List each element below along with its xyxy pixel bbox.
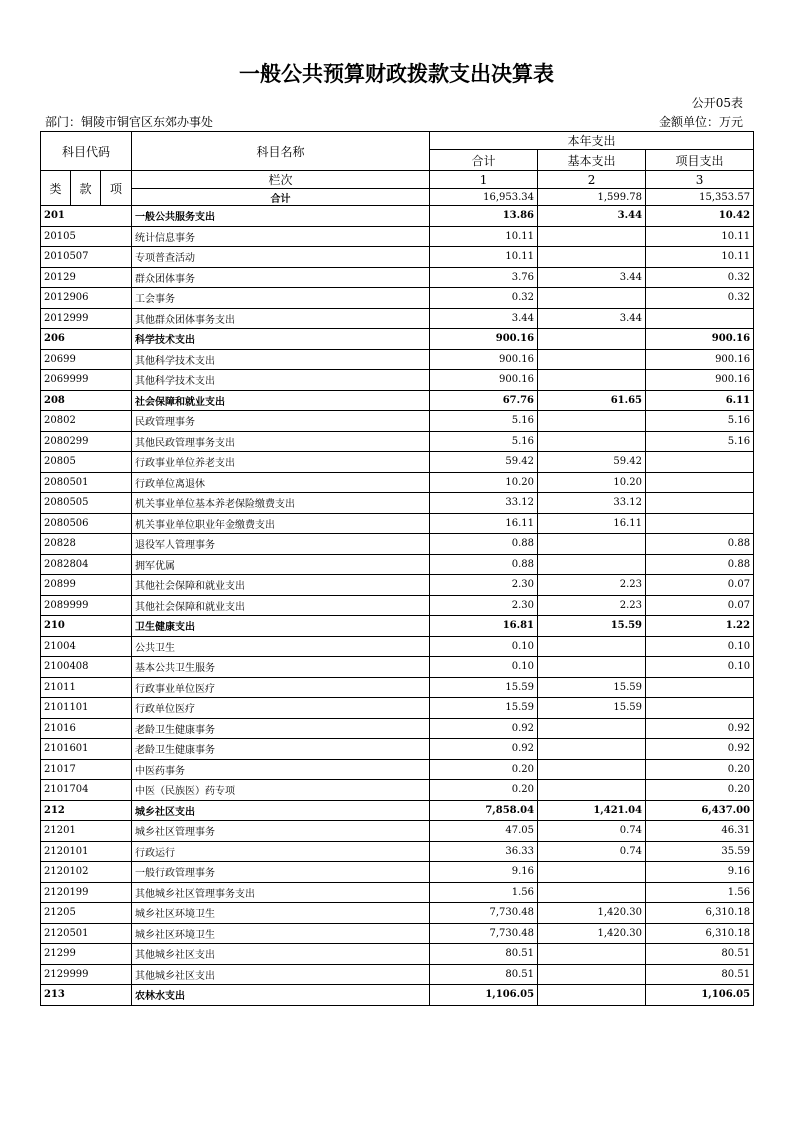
row-project: 0.32 (646, 288, 754, 309)
table-row (41, 206, 754, 227)
row-name: 专项普查活动 (132, 247, 430, 268)
row-project (646, 698, 754, 719)
row-name: 卫生健康支出 (132, 616, 430, 637)
row-total: 47.05 (430, 821, 538, 842)
row-total: 1.56 (430, 882, 538, 903)
table-row (41, 677, 754, 698)
row-project: 10.11 (646, 247, 754, 268)
row-code: 210 (41, 616, 132, 637)
row-name: 其他社会保障和就业支出 (132, 575, 430, 596)
form-number: 公开05表 (691, 96, 743, 110)
table-row (41, 841, 754, 862)
row-total: 0.10 (430, 657, 538, 678)
row-code: 21299 (41, 944, 132, 965)
row-total: 3.44 (430, 308, 538, 329)
page-title: 一般公共预算财政拨款支出决算表 (239, 62, 554, 86)
row-total: 80.51 (430, 964, 538, 985)
row-code: 2010507 (41, 247, 132, 268)
row-name: 其他城乡社区支出 (132, 964, 430, 985)
row-total: 1,106.05 (430, 985, 538, 1006)
row-total: 16.81 (430, 616, 538, 637)
row-name: 机关事业单位基本养老保险缴费支出 (132, 493, 430, 514)
row-basic: 15.59 (538, 616, 646, 637)
header-col3: 3 (646, 171, 754, 189)
department-label: 部门：铜陵市铜官区东郊办事处 (45, 115, 214, 129)
row-project: 80.51 (646, 944, 754, 965)
row-total: 33.12 (430, 493, 538, 514)
table-row (41, 821, 754, 842)
row-basic (538, 226, 646, 247)
row-name: 拥军优属 (132, 554, 430, 575)
table-row (41, 247, 754, 268)
row-project: 6.11 (646, 390, 754, 411)
row-basic: 15.59 (538, 677, 646, 698)
row-total: 7,730.48 (430, 923, 538, 944)
row-code: 20805 (41, 452, 132, 473)
row-project: 80.51 (646, 964, 754, 985)
row-project: 900.16 (646, 329, 754, 350)
row-name: 其他群众团体事务支出 (132, 308, 430, 329)
table-row (41, 370, 754, 391)
table-row (41, 985, 754, 1006)
row-name: 行政事业单位养老支出 (132, 452, 430, 473)
row-name: 群众团体事务 (132, 267, 430, 288)
table-row (41, 513, 754, 534)
row-code: 2080501 (41, 472, 132, 493)
total-sum: 16,953.34 (430, 189, 538, 206)
row-project: 6,310.18 (646, 903, 754, 924)
table-row (41, 698, 754, 719)
row-basic (538, 247, 646, 268)
row-basic (538, 944, 646, 965)
row-basic (538, 964, 646, 985)
row-project: 35.59 (646, 841, 754, 862)
row-name: 机关事业单位职业年金缴费支出 (132, 513, 430, 534)
row-project (646, 677, 754, 698)
row-name: 其他民政管理事务支出 (132, 431, 430, 452)
row-name: 老龄卫生健康事务 (132, 718, 430, 739)
row-project: 46.31 (646, 821, 754, 842)
row-basic (538, 636, 646, 657)
row-name: 其他城乡社区管理事务支出 (132, 882, 430, 903)
row-total: 59.42 (430, 452, 538, 473)
row-total: 0.20 (430, 780, 538, 801)
row-name: 社会保障和就业支出 (132, 390, 430, 411)
row-total: 10.11 (430, 226, 538, 247)
row-basic (538, 370, 646, 391)
row-code: 21201 (41, 821, 132, 842)
row-basic: 61.65 (538, 390, 646, 411)
table-row (41, 308, 754, 329)
header-basic: 基本支出 (538, 150, 646, 171)
table-row (41, 636, 754, 657)
row-code: 20699 (41, 349, 132, 370)
row-basic (538, 554, 646, 575)
table-row (41, 903, 754, 924)
row-basic: 16.11 (538, 513, 646, 534)
row-name: 城乡社区支出 (132, 800, 430, 821)
row-name: 其他社会保障和就业支出 (132, 595, 430, 616)
table-row (41, 349, 754, 370)
row-basic (538, 534, 646, 555)
row-code: 2101101 (41, 698, 132, 719)
row-total: 0.20 (430, 759, 538, 780)
row-name: 城乡社区环境卫生 (132, 903, 430, 924)
table-row (41, 267, 754, 288)
row-code: 2069999 (41, 370, 132, 391)
row-basic: 15.59 (538, 698, 646, 719)
row-name: 行政事业单位医疗 (132, 677, 430, 698)
row-basic: 10.20 (538, 472, 646, 493)
row-code: 21017 (41, 759, 132, 780)
row-basic (538, 739, 646, 760)
row-project (646, 308, 754, 329)
table-row (41, 739, 754, 760)
row-code: 21011 (41, 677, 132, 698)
row-basic (538, 657, 646, 678)
row-code: 2120101 (41, 841, 132, 862)
header-project: 项目支出 (646, 150, 754, 171)
row-name: 其他科学技术支出 (132, 349, 430, 370)
row-basic (538, 431, 646, 452)
row-total: 0.10 (430, 636, 538, 657)
row-project: 0.92 (646, 739, 754, 760)
row-total: 9.16 (430, 862, 538, 883)
header-current-year: 本年支出 (430, 132, 754, 150)
row-code: 201 (41, 206, 132, 227)
row-project (646, 472, 754, 493)
row-code: 2101704 (41, 780, 132, 801)
row-name: 农林水支出 (132, 985, 430, 1006)
table-row (41, 800, 754, 821)
row-total: 15.59 (430, 698, 538, 719)
row-project: 10.11 (646, 226, 754, 247)
row-total: 2.30 (430, 575, 538, 596)
row-project: 1.22 (646, 616, 754, 637)
row-project: 0.88 (646, 534, 754, 555)
header-xiang: 项 (101, 171, 132, 206)
row-project: 5.16 (646, 411, 754, 432)
total-label: 合计 (132, 189, 430, 206)
row-basic (538, 411, 646, 432)
row-name: 统计信息事务 (132, 226, 430, 247)
table-row (41, 595, 754, 616)
header-kuan: 款 (71, 171, 101, 206)
table-row (41, 718, 754, 739)
row-total: 900.16 (430, 329, 538, 350)
row-project: 0.07 (646, 595, 754, 616)
row-project: 0.10 (646, 636, 754, 657)
row-name: 城乡社区管理事务 (132, 821, 430, 842)
row-basic: 1,420.30 (538, 923, 646, 944)
row-code: 2012906 (41, 288, 132, 309)
table-row (41, 964, 754, 985)
row-code: 2101601 (41, 739, 132, 760)
row-name: 一般公共服务支出 (132, 206, 430, 227)
table-row (41, 944, 754, 965)
row-total: 10.11 (430, 247, 538, 268)
table-row (41, 411, 754, 432)
row-basic (538, 882, 646, 903)
row-code: 2080505 (41, 493, 132, 514)
row-project: 0.32 (646, 267, 754, 288)
row-basic (538, 288, 646, 309)
row-code: 2129999 (41, 964, 132, 985)
row-basic: 59.42 (538, 452, 646, 473)
row-basic (538, 759, 646, 780)
row-total: 0.32 (430, 288, 538, 309)
row-total: 0.92 (430, 718, 538, 739)
table-row (41, 616, 754, 637)
row-basic: 3.44 (538, 267, 646, 288)
table-row (41, 575, 754, 596)
row-basic: 1,421.04 (538, 800, 646, 821)
table-row (41, 329, 754, 350)
row-total: 10.20 (430, 472, 538, 493)
row-basic: 1,420.30 (538, 903, 646, 924)
row-name: 公共卫生 (132, 636, 430, 657)
row-project: 0.20 (646, 759, 754, 780)
row-code: 2120102 (41, 862, 132, 883)
row-code: 213 (41, 985, 132, 1006)
row-total: 15.59 (430, 677, 538, 698)
row-basic: 0.74 (538, 841, 646, 862)
table-row (41, 472, 754, 493)
row-project: 0.88 (646, 554, 754, 575)
row-code: 2120501 (41, 923, 132, 944)
row-code: 20828 (41, 534, 132, 555)
row-basic: 2.23 (538, 575, 646, 596)
row-total: 0.88 (430, 554, 538, 575)
row-code: 212 (41, 800, 132, 821)
row-name: 一般行政管理事务 (132, 862, 430, 883)
header-name: 科目名称 (132, 132, 430, 171)
table-row (41, 780, 754, 801)
row-project: 0.07 (646, 575, 754, 596)
row-total: 36.33 (430, 841, 538, 862)
header-total: 合计 (430, 150, 538, 171)
row-project: 1.56 (646, 882, 754, 903)
row-project: 10.42 (646, 206, 754, 227)
row-total: 2.30 (430, 595, 538, 616)
row-total: 67.76 (430, 390, 538, 411)
row-code: 2080506 (41, 513, 132, 534)
row-project: 1,106.05 (646, 985, 754, 1006)
row-name: 行政单位医疗 (132, 698, 430, 719)
row-name: 其他城乡社区支出 (132, 944, 430, 965)
table-row (41, 759, 754, 780)
header-col2: 2 (538, 171, 646, 189)
row-code: 2089999 (41, 595, 132, 616)
row-basic (538, 780, 646, 801)
row-code: 208 (41, 390, 132, 411)
row-code: 21016 (41, 718, 132, 739)
row-name: 退役军人管理事务 (132, 534, 430, 555)
row-total: 80.51 (430, 944, 538, 965)
row-name: 其他科学技术支出 (132, 370, 430, 391)
row-code: 206 (41, 329, 132, 350)
row-name: 老龄卫生健康事务 (132, 739, 430, 760)
row-total: 5.16 (430, 431, 538, 452)
row-total: 16.11 (430, 513, 538, 534)
expenditure-table (40, 131, 754, 1006)
row-name: 行政运行 (132, 841, 430, 862)
row-code: 2120199 (41, 882, 132, 903)
row-name: 基本公共卫生服务 (132, 657, 430, 678)
row-project (646, 452, 754, 473)
table-row (41, 657, 754, 678)
row-name: 工会事务 (132, 288, 430, 309)
row-code: 20802 (41, 411, 132, 432)
table-row (41, 923, 754, 944)
table-row (41, 554, 754, 575)
table-row (41, 288, 754, 309)
row-project: 6,310.18 (646, 923, 754, 944)
row-name: 城乡社区环境卫生 (132, 923, 430, 944)
row-code: 20129 (41, 267, 132, 288)
row-name: 民政管理事务 (132, 411, 430, 432)
unit-label: 金额单位：万元 (658, 115, 743, 129)
row-name: 行政单位离退休 (132, 472, 430, 493)
row-project: 0.10 (646, 657, 754, 678)
row-project: 0.92 (646, 718, 754, 739)
row-project: 6,437.00 (646, 800, 754, 821)
row-project: 9.16 (646, 862, 754, 883)
row-project: 900.16 (646, 370, 754, 391)
table-row (41, 493, 754, 514)
header-column-label: 栏次 (132, 171, 430, 189)
row-code: 2100408 (41, 657, 132, 678)
header-lei: 类 (41, 171, 71, 206)
table-row (41, 862, 754, 883)
table-row (41, 390, 754, 411)
row-total: 900.16 (430, 370, 538, 391)
row-name: 中医药事务 (132, 759, 430, 780)
row-total: 0.88 (430, 534, 538, 555)
row-code: 21205 (41, 903, 132, 924)
header-col1: 1 (430, 171, 538, 189)
row-total: 7,858.04 (430, 800, 538, 821)
row-basic (538, 862, 646, 883)
row-total: 5.16 (430, 411, 538, 432)
row-project: 0.20 (646, 780, 754, 801)
total-project: 15,353.57 (646, 189, 754, 206)
row-total: 3.76 (430, 267, 538, 288)
row-code: 20105 (41, 226, 132, 247)
row-basic (538, 349, 646, 370)
row-project: 5.16 (646, 431, 754, 452)
row-basic: 3.44 (538, 206, 646, 227)
row-project (646, 513, 754, 534)
total-basic: 1,599.78 (538, 189, 646, 206)
row-basic (538, 718, 646, 739)
table-row (41, 226, 754, 247)
row-name: 科学技术支出 (132, 329, 430, 350)
row-code: 2082804 (41, 554, 132, 575)
row-total: 0.92 (430, 739, 538, 760)
row-basic (538, 329, 646, 350)
row-name: 中医（民族医）药专项 (132, 780, 430, 801)
row-code: 2012999 (41, 308, 132, 329)
header-code: 科目代码 (41, 132, 132, 171)
table-row (41, 534, 754, 555)
row-code: 2080299 (41, 431, 132, 452)
table-row (41, 452, 754, 473)
row-basic: 33.12 (538, 493, 646, 514)
row-project: 900.16 (646, 349, 754, 370)
row-basic: 3.44 (538, 308, 646, 329)
table-row (41, 882, 754, 903)
row-basic: 2.23 (538, 595, 646, 616)
row-basic (538, 985, 646, 1006)
row-basic: 0.74 (538, 821, 646, 842)
table-row (41, 431, 754, 452)
row-total: 13.86 (430, 206, 538, 227)
row-code: 20899 (41, 575, 132, 596)
row-total: 900.16 (430, 349, 538, 370)
row-total: 7,730.48 (430, 903, 538, 924)
row-project (646, 493, 754, 514)
row-code: 21004 (41, 636, 132, 657)
